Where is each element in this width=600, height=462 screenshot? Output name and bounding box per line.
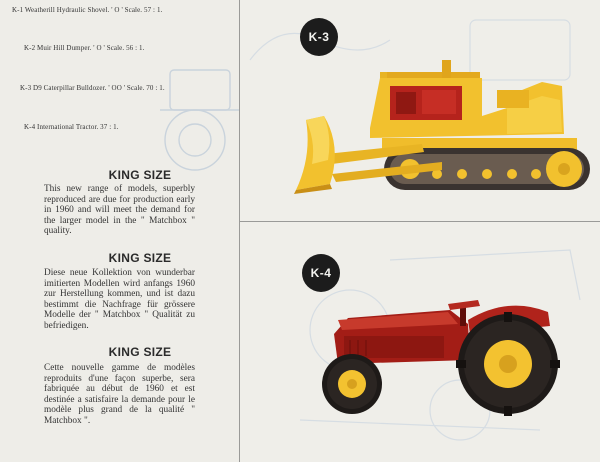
model-list-item-k3: K-3 D9 Caterpillar Bulldozer. ' OO ' Scale. 70 : 1. <box>20 84 165 92</box>
section-text-english: This new range of models, superbly reproduced are due for production early in 1960 and will meet the demand for the larger model in the " Matchbox " quality. <box>44 184 195 237</box>
badge-k3: K-3 <box>300 18 338 56</box>
left-column <box>0 0 240 462</box>
horizontal-divider <box>240 221 600 222</box>
bulldozer-model-image <box>292 56 597 206</box>
badge-k4: K-4 <box>302 254 340 292</box>
section-text-french: Cette nouvelle gamme de modèles reproduits d'une façon superbe, sera fabriquée au début de 1960 et est destinée a satisfaire la demande pour le modèle plus grand de la qualité " Matchbox ". <box>44 363 195 426</box>
tractor-model-image <box>318 290 578 420</box>
right-column <box>240 0 600 462</box>
background-tractor-watermark <box>150 60 240 180</box>
section-heading-german: KING SIZE <box>108 251 172 265</box>
section-heading-french: KING SIZE <box>108 345 172 359</box>
model-list-item-k1: K-1 Weatherill Hydraulic Shovel. ' O ' Scale. 57 : 1. <box>12 6 163 14</box>
model-list-item-k2: K-2 Muir Hill Dumper. ' O ' Scale. 56 : 1. <box>24 44 145 52</box>
section-heading-english: KING SIZE <box>108 168 172 182</box>
section-text-german: Diese neue Kollektion von wunderbar imitierten Modellen wird anfangs 1960 zur Herstellung kommen, und ist dazu bestimmt die Nachfrage für grössere Modelle der " Matchbox " Qualität zu befriedigen. <box>44 268 195 331</box>
model-list-item-k4: K-4 International Tractor. 37 : 1. <box>24 123 119 131</box>
